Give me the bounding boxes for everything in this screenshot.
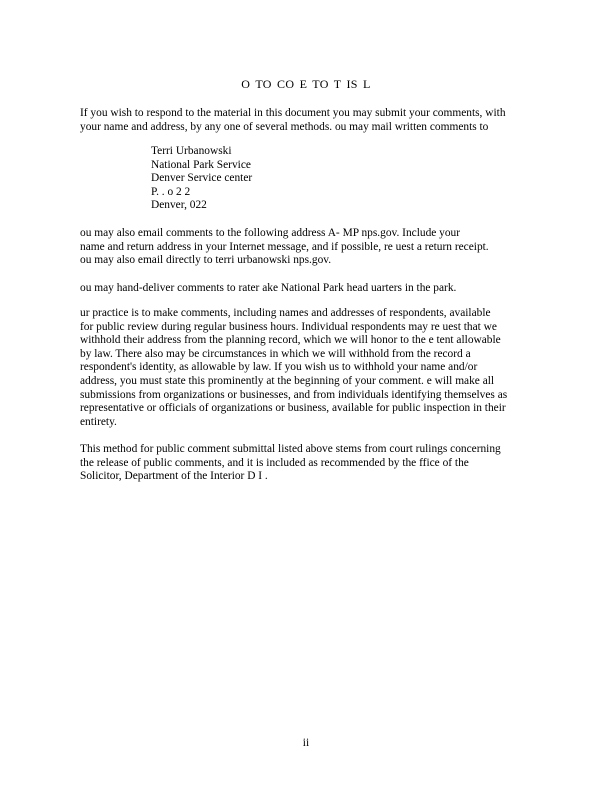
paragraph-line: submissions from organizations or businesses, and from individuals identifying themselves as — [80, 388, 508, 401]
email-paragraph — [80, 227, 535, 268]
intro-paragraph — [80, 107, 535, 134]
address-line: Terri Urbanowski — [151, 145, 232, 157]
paragraph-line: representative or officials of organizations or business, available for public inspection in their — [80, 402, 506, 415]
page-heading: O TO CO E TO T IS L — [241, 77, 371, 91]
address-line: Denver Service center — [151, 172, 253, 185]
paragraph-line: ou may hand-deliver comments to rater ake National Park head uarters in the park. — [80, 282, 457, 294]
paragraph-line: for public review during regular business hours. Individual respondents may re uest that we — [80, 320, 497, 333]
paragraph-line: withhold their address from the planning record, which we will honor to the e tent allowable — [80, 334, 501, 347]
paragraph-line: This method for public comment submittal listed above stems from court rulings concerning — [80, 443, 501, 455]
paragraph-line: Solicitor, Department of the Interior D I . — [80, 470, 268, 483]
address-line: National Park Service — [151, 158, 251, 171]
method-paragraph — [80, 443, 535, 484]
paragraph-line: entirety. — [80, 415, 117, 428]
paragraph-line: If you wish to respond to the material in this document you may submit your comments, with — [80, 107, 506, 119]
paragraph-line: ou may also email comments to the following address A- MP nps.gov. Include your — [80, 227, 461, 239]
paragraph-line: address, you must state this prominently at the beginning of your comment. e will make all — [80, 374, 495, 387]
hand-deliver-paragraph — [80, 282, 535, 296]
paragraph-line: the release of public comments, and it is included as recommended by the ffice of the — [80, 456, 469, 469]
paragraph-line: respondent's identity, as allowable by law. If you wish us to withhold your name and/or — [80, 361, 478, 374]
paragraph-line: your name and address, by any one of several methods. ou may mail written comments to — [80, 120, 489, 133]
mailing-address — [151, 145, 252, 213]
paragraph-line: name and return address in your Internet message, and if possible, re uest a return receipt. — [80, 240, 489, 253]
practice-paragraph — [80, 307, 535, 429]
paragraph-line: ou may also email directly to terri urbanowski nps.gov. — [80, 254, 332, 267]
page-number: ii — [302, 737, 310, 749]
address-line: P. . o 2 2 — [151, 185, 191, 198]
paragraph-line: ur practice is to make comments, including names and addresses of respondents, available — [80, 307, 491, 319]
paragraph-line: by law. There also may be circumstances in which we will withhold from the record a — [80, 347, 471, 360]
address-line: Denver, 022 — [151, 199, 207, 212]
